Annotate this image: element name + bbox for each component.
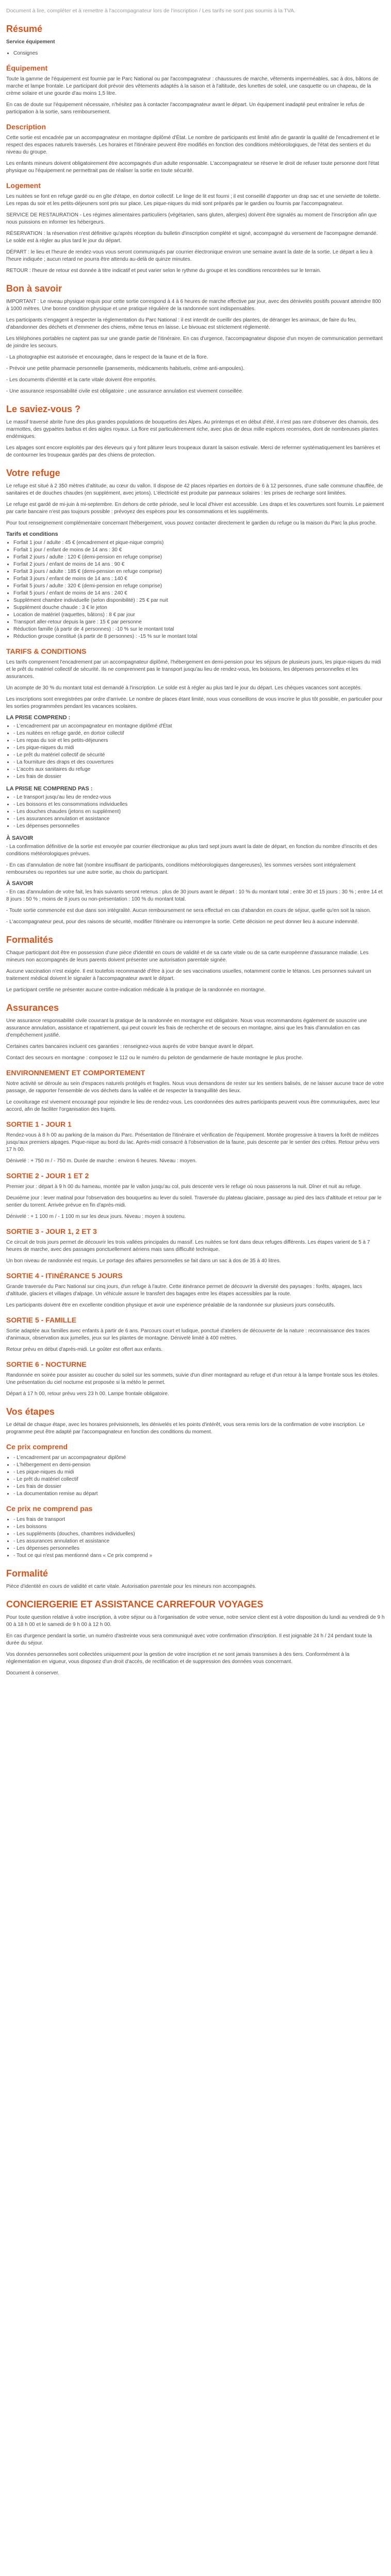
list-item: • - Les repas du soir et les petits-déjeuners (13, 737, 385, 744)
list-item: • Location de matériel (raquettes, bâtons) : 8 € par jour (13, 612, 385, 619)
section-paragraph: Vos données personnelles sont collectées uniquement pour la gestion de votre inscription et ne sont jamais transmises à des tiers. Conformément à la réglementation en vigueur, vous disposez d'un droit d'accès, de rectification et de suppression des données vous concernant. (6, 1652, 350, 1665)
list-item: • - Les dépenses personnelles (13, 823, 385, 830)
section-paragraph: Un acompte de 30 % du montant total est demandé à l'inscription. Le solde est à régler au plus tard le jour du départ. Les chèques vacances sont acceptés. (6, 685, 362, 691)
section-paragraph: En cas de doute sur l'équipement nécessaire, n'hésitez pas à contacter l'accompagnateur avant le départ. Un équipement inadapté peut entraîner le refus de participation à la sortie, sans remboursement. (6, 102, 365, 115)
section-paragraph: Pour tout renseignement complémentaire concernant l'hébergement, vous pouvez contacter directement le gardien du refuge ou la maison du Parc la plus proche. (6, 520, 377, 526)
section-heading: Équipement (6, 64, 48, 72)
list-item: • Forfait 5 jours / enfant de moins de 14 ans : 240 € (13, 590, 385, 597)
section-0 (6, 63, 385, 116)
list-item: • Forfait 1 jour / adulte : 45 € (encadrement et pique-nique compris) (13, 539, 385, 547)
list-item: • - Les boissons (13, 1523, 385, 1531)
section-20 (6, 1360, 385, 1398)
section-heading: SORTIE 4 - ITINÉRANCE 5 JOURS (6, 1272, 123, 1280)
list-item: • Transport aller-retour depuis la gare : 15 € par personne (13, 619, 385, 626)
section-heading: ENVIRONNEMENT ET COMPORTEMENT (6, 1069, 145, 1077)
section-heading: Votre refuge (6, 468, 60, 478)
section-paragraph: - Les documents d'identité et la carte vitale doivent être emportés. (6, 377, 157, 383)
section-heading: SORTIE 2 - JOUR 1 ET 2 (6, 1172, 89, 1180)
section-paragraph: Les participants doivent être en excellente condition physique et avoir une expérience préalable de la randonnée sur plusieurs jours consécutifs. (6, 1302, 335, 1308)
section-list (6, 1454, 385, 1498)
list-item: • - Le transport jusqu'au lieu de rendez-vous (13, 794, 385, 801)
section-heading: LA PRISE COMPREND : (6, 715, 71, 721)
section-heading: Le saviez-vous ? (6, 404, 81, 414)
section-6 (6, 531, 385, 640)
section-heading: À SAVOIR (6, 835, 34, 841)
section-4 (6, 403, 385, 459)
section-paragraph: - La confirmation définitive de la sortie est envoyée par courrier électronique au plus tard sept jours avant la date de départ, en fonction du nombre d'inscrits et des conditions météorologiques prévues. (6, 844, 377, 857)
section-paragraph: Dénivelé : + 750 m / - 750 m. Durée de marche : environ 6 heures. Niveau : moyen. (6, 1158, 197, 1164)
section-12 (6, 934, 385, 994)
section-19 (6, 1315, 385, 1353)
section-paragraph: Cette sortie est encadrée par un accompagnateur en montagne diplômé d'État. Le nombre de participants est limité afin de garantir la qualité de l'encadrement et le respect des espaces naturels traversés. Les horaires et l'itinéraire peuvent être modifiés en fonction des conditions météorologiques, de l'état des sentiers et du niveau du groupe. (6, 135, 380, 155)
section-paragraph: IMPORTANT : Le niveau physique requis pour cette sortie correspond à 4 à 6 heures de marche effective par jour, avec des dénivelés positifs pouvant atteindre 800 à 1000 mètres. Une bonne condition physique et une pratique régulière de la randonnée sont indispensables. (6, 299, 381, 312)
list-item: • Forfait 2 jours / adulte : 120 € (demi-pension en refuge comprise) (13, 554, 385, 561)
section-paragraph: Premier jour : départ à 9 h 00 du hameau, montée par le vallon jusqu'au col, puis descente vers le refuge où nous passerons la nuit. Dîner et nuit au refuge. (6, 1184, 362, 1190)
section-23 (6, 1504, 385, 1560)
section-paragraph: - Une assurance responsabilité civile est obligatoire ; une assurance annulation est vivement conseillée. (6, 388, 243, 394)
list-item: • Forfait 5 jours / adulte : 320 € (demi-pension en refuge comprise) (13, 583, 385, 590)
section-heading: Bon à savoir (6, 283, 62, 294)
section-paragraph: RÉSERVATION : la réservation n'est définitive qu'après réception du bulletin d'inscription complété et signé, accompagné du versement de l'acompagne demandé. Le solde est à régler au plus tard le jour du départ. (6, 231, 378, 244)
section-paragraph: Sortie adaptée aux familles avec enfants à partir de 6 ans. Parcours court et ludique, ponctué d'ateliers de découverte de la nature : reconnaissance des traces d'animaux, observation aux jumelles, jeux sur les plantes de montagne. Dénivelé limité à 400 mètres. (6, 1328, 370, 1341)
section-paragraph: - L'accompagnateur peut, pour des raisons de sécurité, modifier l'itinéraire ou interrompre la sortie. Cette décision ne peut donner lieu à aucune indemnité. (6, 919, 359, 925)
section-heading: Ce prix ne comprend pas (6, 1504, 93, 1513)
section-list (6, 1516, 385, 1560)
list-item: • - Les pique-niques du midi (13, 1469, 385, 1476)
section-13 (6, 1002, 385, 1062)
section-paragraph: Document à conserver. (6, 1670, 59, 1676)
section-paragraph: Pour toute question relative à votre inscription, à votre séjour ou à l'organisation de votre venue, notre service client est à votre disposition du lundi au vendredi de 9 h 00 à 18 h 00 et le samedi de 9 h 00 à 12 h 00. (6, 1615, 385, 1628)
section-paragraph: Le massif traversé abrite l'une des plus grandes populations de bouquetins des Alpes. Au printemps et en début d'été, il n'est pas rare d'observer des chamois, des marmottes, des gypaètes barbus et des aigles royaux. La flore est particulièrement riche, avec plus de deux mille espèces recensées, dont de nombreuses plantes endémiques. (6, 419, 379, 439)
list-item: • - Tout ce qui n'est pas mentionné dans « Ce prix comprend » (13, 1552, 385, 1560)
list-item: • Forfait 3 jours / adulte : 185 € (demi-pension en refuge comprise) (13, 568, 385, 575)
section-22 (6, 1442, 385, 1498)
section-heading: Vos étapes (6, 1406, 55, 1417)
section-paragraph: Le détail de chaque étape, avec les horaires prévisionnels, les dénivelés et les points d'intérêt, vous sera remis lors de la confirmation de votre inscription. Le programme peut être adapté par l'accompagnateur en fonction des conditions du moment. (6, 1422, 365, 1435)
section-10 (6, 835, 385, 876)
section-heading: TARIFS & CONDITIONS (6, 647, 87, 655)
content-sections (6, 63, 385, 1677)
section-heading: Description (6, 123, 46, 131)
resume-list (6, 50, 385, 57)
section-paragraph: Les nuitées se font en refuge gardé ou en gîte d'étape, en dortoir collectif. Le linge de lit est fourni ; il est conseillé d'apporter un drap sac et une serviette de toilette. Les repas du soir et les petits-déjeuners sont pris sur place. Les pique-niques du midi sont préparés par le gardien ou fournis par l'accompagnateur. (6, 194, 381, 207)
section-heading: À SAVOIR (6, 880, 34, 887)
list-item: • - Le prêt du matériel collectif (13, 1476, 385, 1483)
list-item: • Forfait 3 jours / enfant de moins de 14 ans : 140 € (13, 575, 385, 583)
section-5 (6, 467, 385, 527)
section-14 (6, 1068, 385, 1113)
section-25 (6, 1599, 385, 1677)
section-paragraph: Un bon niveau de randonnée est requis. Le portage des affaires personnelles se fait dans un sac à dos de 35 à 40 litres. (6, 1258, 281, 1264)
section-paragraph: Les tarifs comprennent l'encadrement par un accompagnateur diplômé, l'hébergement en demi-pension pour les séjours de plusieurs jours, les pique-niques du midi et le prêt du matériel collectif de sécurité. Ils ne comprennent pas le transport jusqu'au lieu de rendez-vous, les boissons, les dépenses personnelles et les assurances. (6, 659, 381, 680)
section-list (6, 794, 385, 830)
section-17 (6, 1227, 385, 1265)
section-paragraph: Ce circuit de trois jours permet de découvrir les trois vallées principales du massif. Les nuitées se font dans deux refuges différents. Les étapes varient de 5 à 7 heures de marche, avec des passages ponctuellement aériens mais sans difficulté technique. (6, 1240, 370, 1252)
section-paragraph: Le participant certifie ne présenter aucune contre-indication médicale à la pratique de la randonnée en montagne. (6, 987, 266, 993)
section-paragraph: Le covoiturage est vivement encouragé pour rejoindre le lieu de rendez-vous. Les coordonnées des autres participants peuvent vous être communiquées, avec leur accord, afin de faciliter l'organisation des trajets. (6, 1099, 380, 1112)
section-heading: LA PRISE NE COMPREND PAS : (6, 786, 93, 792)
list-item: • - Les frais de dossier (13, 773, 385, 781)
section-heading: CONCIERGERIE ET ASSISTANCE CARREFOUR VOYAGES (6, 1599, 264, 1609)
section-paragraph: Contact des secours en montagne : composez le 112 ou le numéro du peloton de gendarmerie de haute montagne le plus proche. (6, 1055, 303, 1061)
list-item: • - L'accès aux sanitaires du refuge (13, 766, 385, 773)
list-item: • - Les assurances annulation et assistance (13, 1538, 385, 1545)
section-paragraph: - En cas d'annulation de votre fait, les frais suivants seront retenus : plus de 30 jours avant le départ : 10 % du montant total ; entre 30 et 15 jours : 30 % ; entre 14 et 8 jours : 50 % ; moins de 8 jours ou non-présentation : 100 % du montant total. (6, 889, 383, 902)
list-item: • - La documentation remise au départ (13, 1490, 385, 1498)
section-paragraph: Les participants s'engagent à respecter la réglementation du Parc National : il est interdit de cueillir des plantes, de déranger les animaux, de faire du feu, d'abandonner des déchets et d'emmener des chiens, même tenus en laisse. Le bivouac est strictement réglementé. (6, 317, 356, 330)
section-heading: Ce prix comprend (6, 1443, 68, 1451)
section-paragraph: Chaque participant doit être en possession d'une pièce d'identité en cours de validité et de sa carte vitale ou de sa carte européenne d'assurance maladie. Les mineurs non accompagnés de leurs parents doivent présenter une autorisation parentale signée. (6, 950, 369, 963)
section-heading: Assurances (6, 1003, 59, 1013)
section-paragraph: Pièce d'identité en cours de validité et carte vitale. Autorisation parentale pour les mineurs non accompagnés. (6, 1584, 256, 1589)
section-16 (6, 1171, 385, 1221)
section-paragraph: Départ à 17 h 00, retour prévu vers 23 h 00. Lampe frontale obligatoire. (6, 1391, 169, 1397)
list-item: • - L'encadrement par un accompagnateur diplômé (13, 1454, 385, 1462)
list-item: • - Les douches chaudes (jetons en supplément) (13, 808, 385, 816)
section-21 (6, 1406, 385, 1436)
list-item: • - Les frais de transport (13, 1516, 385, 1523)
section-paragraph: Retour prévu en début d'après-midi. Le goûter est offert aux enfants. (6, 1347, 163, 1352)
list-item: • - Les boissons et les consommations individuelles (13, 801, 385, 808)
list-item: • - Les dépenses personnelles (13, 1545, 385, 1552)
section-paragraph: Les inscriptions sont enregistrées par ordre d'arrivée. Le nombre de places étant limité, nous vous conseillons de vous inscrire le plus tôt possible, en particulier pour les sorties programmées pendant les vacances scolaires. (6, 697, 383, 709)
list-item: • Forfait 1 jour / enfant de moins de 14 ans : 30 € (13, 547, 385, 554)
list-item: • - Les nuitées en refuge gardé, en dortoir collectif (13, 730, 385, 737)
section-paragraph: Certaines cartes bancaires incluent ces garanties : renseignez-vous auprès de votre banque avant le départ. (6, 1044, 254, 1049)
section-list (6, 723, 385, 781)
section-heading: Logement (6, 181, 41, 190)
section-paragraph: Randonnée en soirée pour assister au coucher du soleil sur les sommets, suivie d'un dîner montagnard au refuge et d'un retour à la lampe frontale sous les étoiles. Une présentation du ciel nocturne est proposée si la météo le permet. (6, 1372, 379, 1385)
list-item: • - Les assurances annulation et assistance (13, 816, 385, 823)
section-paragraph: Les alpages sont encore exploités par des éleveurs qui y font pâturer leurs troupeaux durant la saison estivale. Merci de refermer systématiquement les barrières et de contourner les troupeaux gardés par des chiens de protection. (6, 445, 380, 458)
section-9 (6, 786, 385, 830)
section-heading: SORTIE 6 - NOCTURNE (6, 1360, 87, 1368)
section-heading: Tarifs et conditions (6, 531, 58, 537)
section-list (6, 539, 385, 640)
section-paragraph: En cas d'urgence pendant la sortie, un numéro d'astreinte vous sera communiqué avec votre confirmation d'inscription. Il est joignable 24 h / 24 pendant toute la durée du séjour. (6, 1633, 372, 1646)
resume-item: • Consignes (13, 50, 385, 57)
section-paragraph: Rendez-vous à 8 h 00 au parking de la maison du Parc. Présentation de l'itinéraire et vérification de l'équipement. Montée progressive à travers la forêt de mélèzes jusqu'aux premiers alpages. Pique-nique au bord du lac. Après-midi consacré à l'observation de la faune, puis descente par le sentier des crêtes. Retour prévu vers 17 h 00. (6, 1132, 380, 1153)
section-paragraph: SERVICE DE RESTAURATION - Les régimes alimentaires particuliers (végétarien, sans gluten, allergies) doivent être signalés au moment de l'inscription afin que nous puissions en informer les hébergeurs. (6, 212, 377, 225)
list-item: • - Les frais de dossier (13, 1483, 385, 1490)
section-paragraph: Deuxième jour : lever matinal pour l'observation des bouquetins au lever du soleil. Traversée du plateau glaciaire, passage au pied des lacs d'altitude et retour par le sentier du torrent. Arrivée prévue en fin d'après-midi. (6, 1195, 382, 1208)
section-heading: SORTIE 3 - JOUR 1, 2 ET 3 (6, 1227, 97, 1235)
section-heading: SORTIE 1 - JOUR 1 (6, 1120, 72, 1128)
list-item: • - L'encadrement par un accompagnateur en montagne diplômé d'État (13, 723, 385, 730)
resume-title: Résumé (6, 24, 43, 34)
section-paragraph: Toute la gamme de l'équipement est fournie par le Parc National ou par l'accompagnateur : chaussures de marche, vêtements imperméables, sac à dos, bâtons de marche et lampe frontale. Le participant doit prévoir des vêtements adaptés à la saison et à l'altitude, des lunettes de soleil, une casquette ou un chapeau, de la crème solaire et une gourde d'au moins 1,5 litre. (6, 76, 379, 96)
list-item: • Réduction famille (à partir de 4 personnes) : -10 % sur le montant total (13, 626, 385, 633)
resume-subtitle: Service équipement (6, 39, 55, 45)
list-item: • Supplément chambre individuelle (selon disponibilité) : 25 € par nuit (13, 597, 385, 604)
section-paragraph: Les enfants mineurs doivent obligatoirement être accompagnés d'un adulte responsable. L'accompagnateur se réserve le droit de refuser toute personne dont l'état physique ou l'équipement ne permettrait pas de réaliser la sortie en toute sécurité. (6, 161, 379, 174)
section-paragraph: Le refuge est situé à 2 350 mètres d'altitude, au cœur du vallon. Il dispose de 42 places réparties en dortoirs de 6 à 12 personnes, d'une salle commune chauffée, de sanitaires et de douches chaudes (en supplément, avec jetons). L'électricité est produite par panneaux solaires : les prises de recharge sont limitées. (6, 483, 383, 496)
section-7 (6, 647, 385, 710)
section-paragraph: Dénivelé : + 1 100 m / - 1 100 m sur les deux jours. Niveau : moyen à soutenu. (6, 1214, 186, 1219)
section-paragraph: Les téléphones portables ne captent pas sur une grande partie de l'itinéraire. En cas d'urgence, l'accompagnateur dispose d'un moyen de communication permettant de joindre les secours. (6, 336, 383, 349)
section-3 (6, 283, 385, 395)
section-heading: Formalités (6, 935, 54, 945)
list-item: • - Les pique-niques du midi (13, 744, 385, 752)
section-paragraph: - Prévoir une petite pharmacie personnelle (pansements, médicaments habituels, crème anti-ampoules). (6, 366, 245, 371)
section-paragraph: - La photographie est autorisée et encouragée, dans le respect de la faune et de la flore. (6, 354, 208, 360)
list-item: • - L'hébergement en demi-pension (13, 1462, 385, 1469)
section-paragraph: Une assurance responsabilité civile couvrant la pratique de la randonnée en montagne est obligatoire. Nous vous recommandons également de souscrire une assurance annulation, assistance et rapatriement, qui peut couvrir les frais de recherche et de secours en montagne, ainsi que les frais d'annulation en cas d'empêchement justifié. (6, 1018, 367, 1038)
section-15 (6, 1120, 385, 1165)
section-18 (6, 1271, 385, 1309)
list-item: • - Les suppléments (douches, chambres individuelles) (13, 1531, 385, 1538)
section-2 (6, 181, 385, 275)
section-paragraph: - En cas d'annulation de notre fait (nombre insuffisant de participants, conditions météorologiques dangereuses), les sommes versées sont intégralement remboursées ou reportées sur une autre sortie, au choix du participant. (6, 862, 356, 875)
section-paragraph: RETOUR : l'heure de retour est donnée à titre indicatif et peut varier selon le rythme du groupe et les conditions rencontrées sur le terrain. (6, 268, 321, 274)
section-11 (6, 880, 385, 926)
section-heading: Formalité (6, 1568, 48, 1579)
section-1 (6, 122, 385, 175)
section-paragraph: Aucune vaccination n'est exigée. Il est toutefois recommandé d'être à jour de ses vaccinations usuelles, notamment contre le tétanos. Les personnes suivant un traitement médical doivent le signaler à l'accompagnateur avant le départ. (6, 969, 371, 981)
section-paragraph: Grande traversée du Parc National sur cinq jours, d'un refuge à l'autre. Cette itinérance permet de découvrir la diversité des paysages : forêts, alpages, lacs d'altitude, glaciers et villages d'alpage. Un véhicule assure le transfert des bagages entre les étapes accessibles par la route. (6, 1284, 362, 1297)
list-item: • Supplément douche chaude : 3 € le jeton (13, 604, 385, 612)
section-paragraph: Notre activité se déroule au sein d'espaces naturels protégés et fragiles. Nous vous demandons de rester sur les sentiers balisés, de ne laisser aucune trace de votre passage, de rapporter l'ensemble de vos déchets dans la vallée et de respecter la tranquillité des lieux. (6, 1081, 384, 1094)
section-8 (6, 715, 385, 781)
header-note: Document à lire, compléter et à remettre à l'accompagnateur lors de l'inscription / Les tarifs ne sont pas soumis à la TVA. (6, 8, 296, 14)
list-item: • Réduction groupe constitué (à partir de 8 personnes) : -15 % sur le montant total (13, 633, 385, 640)
section-paragraph: DÉPART : le lieu et l'heure de rendez-vous vous seront communiqués par courrier électronique environ une semaine avant la date de la sortie. Le départ a lieu à l'heure indiquée ; aucun retard ne pourra être attendu au-delà de quinze minutes. (6, 249, 373, 262)
list-item: • - Le prêt du matériel collectif de sécurité (13, 752, 385, 759)
section-24 (6, 1568, 385, 1590)
list-item: • Forfait 2 jours / enfant de moins de 14 ans : 90 € (13, 561, 385, 568)
section-heading: SORTIE 5 - FAMILLE (6, 1316, 77, 1324)
list-item: • - La fourniture des draps et des couvertures (13, 759, 385, 766)
section-paragraph: Le refuge est gardé de mi-juin à mi-septembre. En dehors de cette période, seul le local d'hiver est accessible. Les draps et les couvertures sont fournis. Le paiement par carte bancaire n'est pas toujours possible : prévoyez des espèces pour les consommations et les suppléments. (6, 502, 384, 515)
section-paragraph: - Toute sortie commencée est due dans son intégralité. Aucun remboursement ne sera effectué en cas d'abandon en cours de séjour, quelle qu'en soit la raison. (6, 908, 371, 913)
